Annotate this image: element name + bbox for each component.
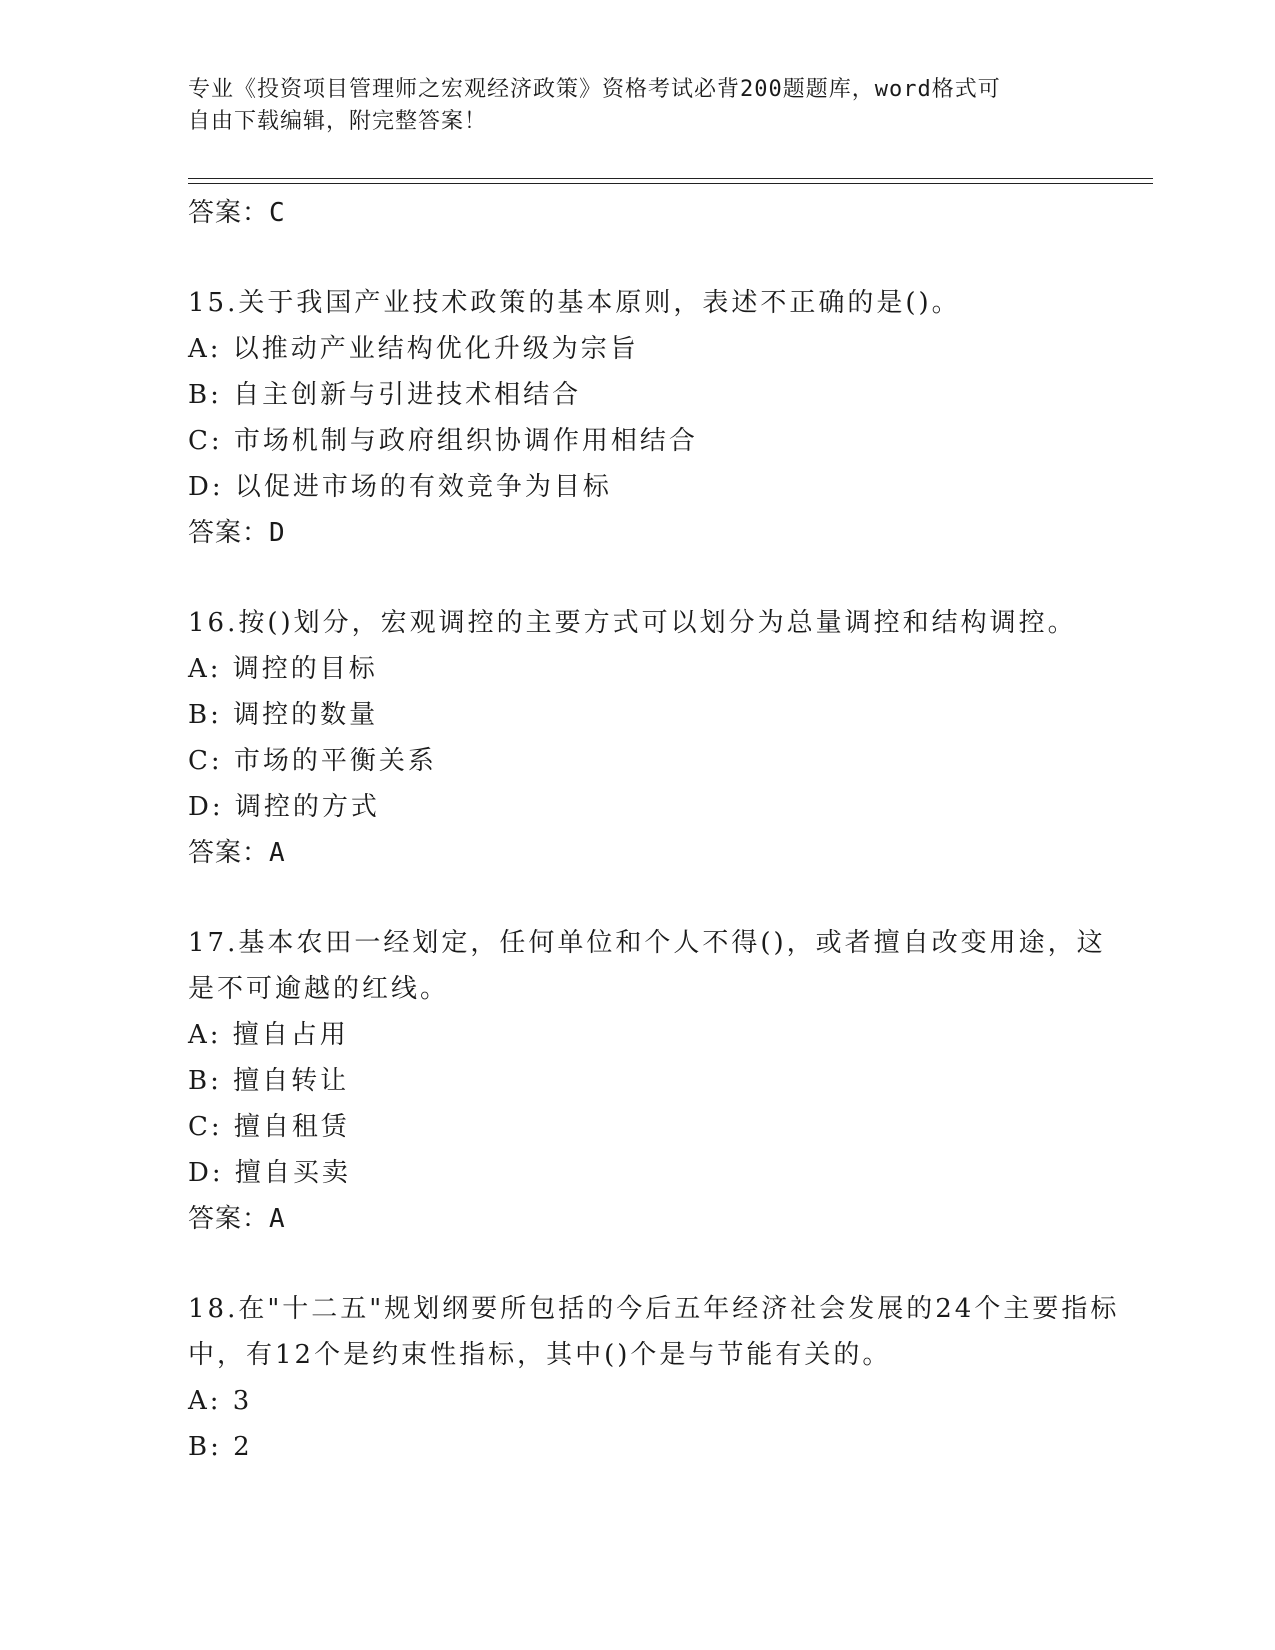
question-text: 15.关于我国产业技术政策的基本原则，表述不正确的是()。 <box>188 288 961 318</box>
option-a: A: 3 <box>188 1386 253 1416</box>
option-a: A: 调控的目标 <box>188 654 378 684</box>
question-16 <box>188 600 1128 876</box>
option-c: C: 市场的平衡关系 <box>188 746 437 776</box>
header-rule-bottom <box>188 183 1153 184</box>
option-b: B: 自主创新与引进技术相结合 <box>188 380 582 410</box>
answer-line: 答案：D <box>188 518 286 548</box>
question-text: 17.基本农田一经划定，任何单位和个人不得()，或者擅自改变用途，这是不可逾越的红线。 <box>188 928 1106 1004</box>
header-line-2: 自由下载编辑，附完整答案！ <box>188 109 488 134</box>
header-rule-top <box>188 178 1153 179</box>
answer-line: 答案：C <box>188 198 286 228</box>
question-text: 18.在"十二五"规划纲要所包括的今后五年经济社会发展的24个主要指标中，有12个是约束性指标，其中()个是与节能有关的。 <box>188 1294 1120 1370</box>
answer-line: 答案：A <box>188 1204 286 1234</box>
option-d: D: 擅自买卖 <box>188 1158 351 1188</box>
option-a: A: 擅自占用 <box>188 1020 349 1050</box>
header-line-1: 专业《投资项目管理师之宏观经济政策》资格考试必背200题题库，word格式可 <box>188 77 1001 102</box>
option-d: D: 调控的方式 <box>188 792 380 822</box>
option-b: B: 2 <box>188 1432 253 1462</box>
option-c: C: 市场机制与政府组织协调作用相结合 <box>188 426 698 456</box>
question-15 <box>188 280 1128 556</box>
option-b: B: 擅自转让 <box>188 1066 350 1096</box>
question-17 <box>188 920 1128 1242</box>
option-d: D: 以促进市场的有效竞争为目标 <box>188 472 612 502</box>
question-list <box>188 190 1128 1470</box>
answer-line: 答案：A <box>188 838 286 868</box>
question-18 <box>188 1286 1128 1470</box>
question-text: 16.按()划分，宏观调控的主要方式可以划分为总量调控和结构调控。 <box>188 608 1077 638</box>
option-a: A: 以推动产业结构优化升级为宗旨 <box>188 334 639 364</box>
option-b: B: 调控的数量 <box>188 700 379 730</box>
option-c: C: 擅自租赁 <box>188 1112 350 1142</box>
document-header <box>188 74 1068 138</box>
